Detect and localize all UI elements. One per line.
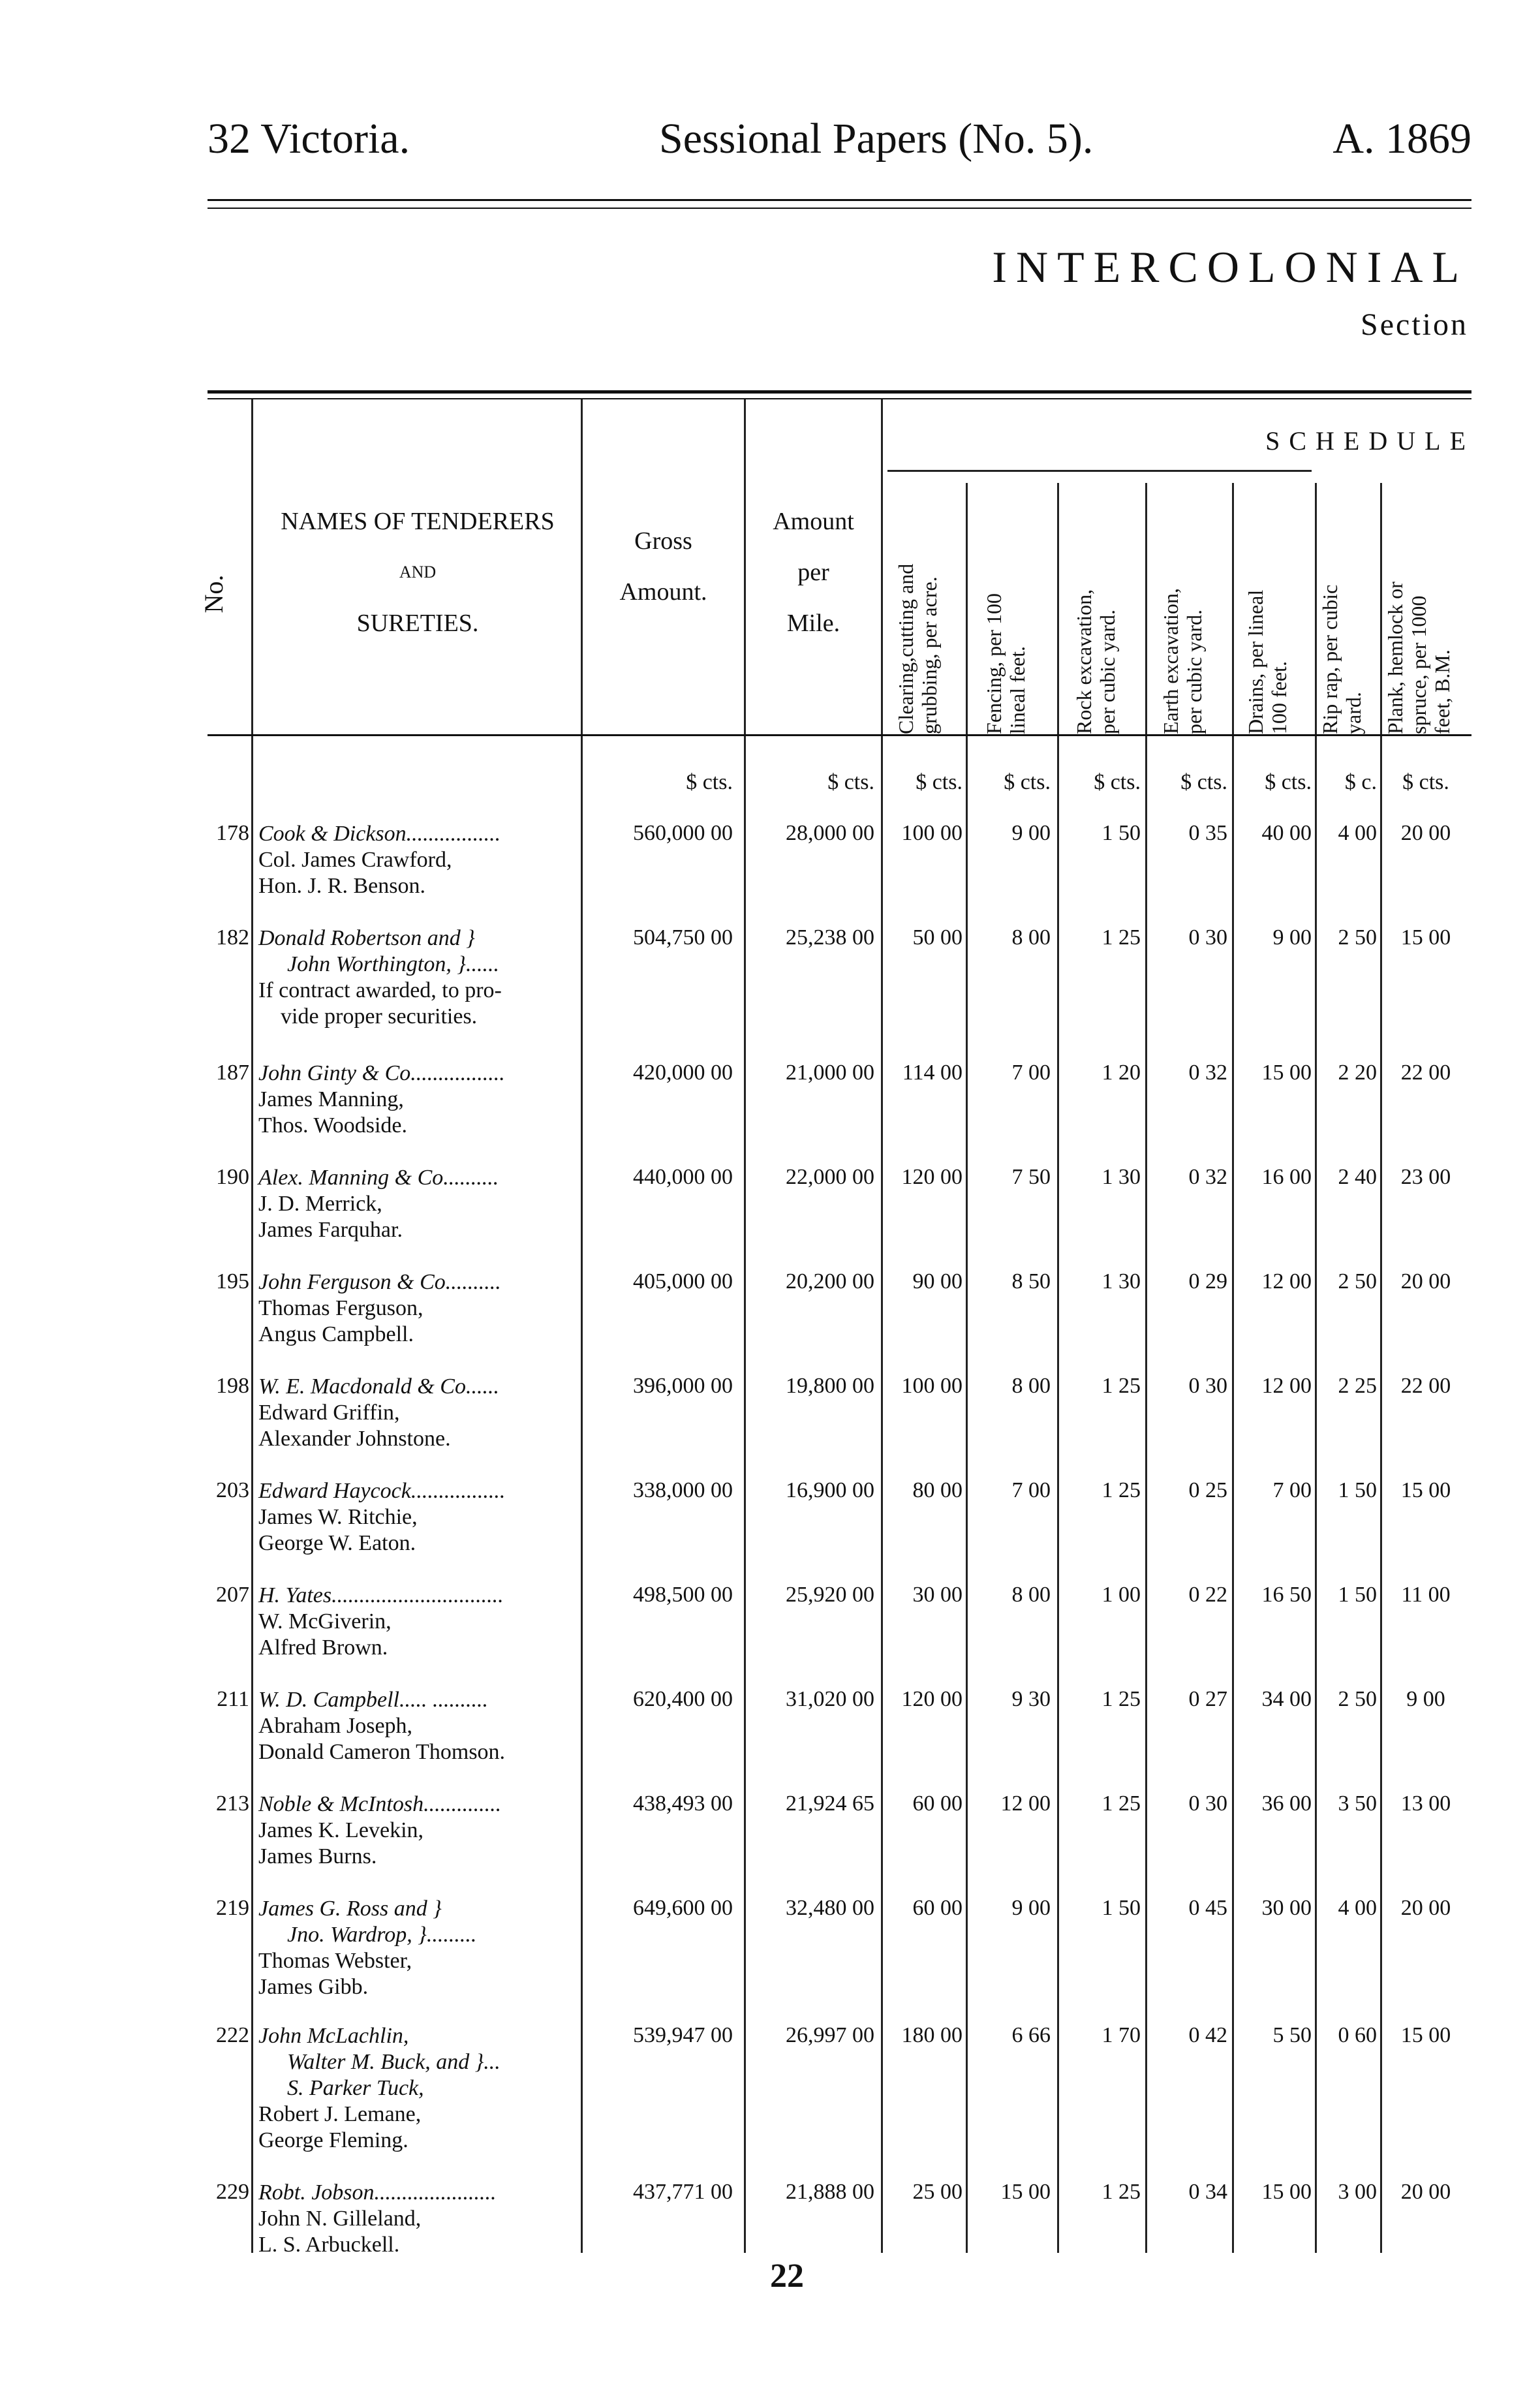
schedule-value: 3 50 — [1338, 1791, 1377, 1816]
row-number: 190 — [216, 1165, 249, 1189]
table-row — [0, 1165, 1540, 1269]
schedule-value: 15 00 — [1261, 1061, 1312, 1085]
col-header-fencing — [982, 473, 1041, 734]
table-row — [0, 1269, 1540, 1374]
table-row — [0, 2023, 1540, 2152]
row-number: 178 — [216, 821, 249, 845]
gross-amount: 438,493 00 — [633, 1791, 733, 1816]
row-number: 203 — [216, 1478, 249, 1502]
surety-name: Angus Campbell. — [258, 1322, 414, 1346]
schedule-value: 20 00 — [1400, 1896, 1451, 1920]
schedule-value: 16 00 — [1261, 1165, 1312, 1189]
table-row — [0, 1687, 1540, 1791]
surety-name: James W. Ritchie, — [258, 1505, 418, 1529]
schedule-value: 34 00 — [1261, 1687, 1312, 1711]
document-title: INTERCOLONIAL — [992, 242, 1468, 292]
page-number: 22 — [770, 2257, 804, 2295]
schedule-value: 1 50 — [1101, 821, 1141, 845]
col-header-gross-line2: Amount. — [619, 578, 707, 606]
schedule-value: 0 22 — [1188, 1583, 1227, 1607]
schedule-value: 20 00 — [1400, 1269, 1451, 1294]
col-header-gross — [583, 516, 744, 617]
surety-name: Col. James Crawford, — [258, 848, 452, 872]
schedule-value: 30 00 — [912, 1583, 962, 1607]
schedule-value: 22 00 — [1400, 1061, 1451, 1085]
col-header-drains-line1: Drains, per lineal — [1244, 589, 1267, 734]
col-header-earth-line2: per cubic yard. — [1182, 609, 1206, 734]
surety-name: J. D. Merrick, — [258, 1192, 382, 1216]
gross-amount: 405,000 00 — [633, 1269, 733, 1294]
row-number: 187 — [216, 1061, 249, 1085]
schedule-value: 12 00 — [1261, 1374, 1312, 1398]
header-right: A. 1869 — [1332, 115, 1471, 163]
schedule-value: 1 50 — [1101, 1896, 1141, 1920]
gross-amount: 498,500 00 — [633, 1583, 733, 1607]
schedule-value: 9 00 — [1011, 821, 1051, 845]
units-s4: $ cts. — [1180, 770, 1227, 794]
units-s3: $ cts. — [1094, 770, 1141, 794]
tenderer-name: Donald Robertson and } — [258, 926, 475, 950]
row-number: 229 — [216, 2180, 249, 2204]
row-number: 195 — [216, 1269, 249, 1294]
schedule-value: 9 00 — [1406, 1687, 1445, 1711]
schedule-value: 9 00 — [1011, 1896, 1051, 1920]
tenderer-name: John Ginty & Co................. — [258, 1061, 505, 1085]
surety-name: Hon. J. R. Benson. — [258, 874, 425, 898]
surety-name: Thomas Ferguson, — [258, 1296, 424, 1320]
surety-name: George W. Eaton. — [258, 1531, 416, 1555]
schedule-label: SCHEDULE — [1265, 426, 1475, 456]
schedule-value: 1 25 — [1101, 1791, 1141, 1816]
schedule-value: 36 00 — [1261, 1791, 1312, 1816]
col-header-clearing-line2: grubbing, per acre. — [917, 576, 941, 734]
schedule-value: 11 00 — [1401, 1583, 1451, 1607]
schedule-value: 0 45 — [1188, 1896, 1227, 1920]
schedule-value: 1 00 — [1101, 1583, 1141, 1607]
tenderer-name-cont: Jno. Wardrop, }......... — [287, 1923, 477, 1947]
schedule-value: 8 00 — [1011, 1374, 1051, 1398]
amount-per-mile: 20,200 00 — [786, 1269, 874, 1294]
gross-amount: 396,000 00 — [633, 1374, 733, 1398]
schedule-value: 16 50 — [1261, 1583, 1312, 1607]
schedule-value: 8 50 — [1011, 1269, 1051, 1294]
col-header-permile — [746, 496, 881, 649]
schedule-value: 7 50 — [1011, 1165, 1051, 1189]
schedule-value: 0 29 — [1188, 1269, 1227, 1294]
schedule-rule — [887, 470, 1312, 472]
schedule-value: 23 00 — [1400, 1165, 1451, 1189]
surety-name: Donald Cameron Thomson. — [258, 1740, 506, 1764]
table-row — [0, 1791, 1540, 1896]
schedule-value: 30 00 — [1261, 1896, 1312, 1920]
schedule-value: 114 00 — [902, 1061, 962, 1085]
col-header-earth-line1: Earth excavation, — [1159, 588, 1182, 734]
col-header-names-line1: NAMES OF TENDERERS — [281, 508, 555, 535]
row-number: 213 — [216, 1791, 249, 1816]
schedule-value: 15 00 — [1400, 2023, 1451, 2047]
schedule-value: 25 00 — [912, 2180, 962, 2204]
surety-name: Alfred Brown. — [258, 1635, 388, 1660]
amount-per-mile: 25,238 00 — [786, 925, 874, 950]
schedule-value: 1 25 — [1101, 2180, 1141, 2204]
amount-per-mile: 32,480 00 — [786, 1896, 874, 1920]
schedule-value: 1 30 — [1101, 1165, 1141, 1189]
col-header-names-line2: AND — [399, 563, 437, 581]
schedule-value: 8 00 — [1011, 925, 1051, 950]
schedule-value: 0 35 — [1188, 821, 1227, 845]
schedule-value: 50 00 — [912, 925, 962, 950]
schedule-value: 15 00 — [1400, 925, 1451, 950]
units-s7: $ cts. — [1402, 770, 1449, 794]
amount-per-mile: 28,000 00 — [786, 821, 874, 845]
col-header-riprap-line2: yard. — [1342, 692, 1365, 734]
units-s2: $ cts. — [1004, 770, 1051, 794]
col-header-clearing — [894, 473, 953, 734]
col-header-permile-line2: per — [797, 559, 829, 586]
col-header-drains — [1244, 473, 1302, 734]
col-header-names-line3: SURETIES. — [356, 610, 479, 637]
gross-amount: 338,000 00 — [633, 1478, 733, 1502]
amount-per-mile: 26,997 00 — [786, 2023, 874, 2047]
surety-name: Thos. Woodside. — [258, 1113, 408, 1138]
surety-name: W. McGiverin, — [258, 1609, 392, 1634]
tenderer-name: W. D. Campbell..... .......... — [258, 1688, 488, 1712]
schedule-value: 90 00 — [912, 1269, 962, 1294]
tenderer-name: Cook & Dickson................. — [258, 822, 501, 846]
schedule-value: 7 00 — [1272, 1478, 1312, 1502]
schedule-value: 120 00 — [901, 1687, 962, 1711]
schedule-value: 3 00 — [1338, 2180, 1377, 2204]
schedule-value: 100 00 — [901, 1374, 962, 1398]
gross-amount: 560,000 00 — [633, 821, 733, 845]
table-row — [0, 1061, 1540, 1165]
schedule-value: 4 00 — [1338, 1896, 1377, 1920]
amount-per-mile: 25,920 00 — [786, 1583, 874, 1607]
header-rule-1 — [208, 199, 1471, 201]
schedule-value: 12 00 — [1000, 1791, 1051, 1816]
schedule-value: 2 25 — [1338, 1374, 1377, 1398]
schedule-value: 1 30 — [1101, 1269, 1141, 1294]
schedule-value: 0 30 — [1188, 1791, 1227, 1816]
amount-per-mile: 31,020 00 — [786, 1687, 874, 1711]
table-top-rule — [208, 390, 1471, 394]
schedule-value: 2 20 — [1338, 1061, 1377, 1085]
amount-per-mile: 16,900 00 — [786, 1478, 874, 1502]
tenderer-name: Alex. Manning & Co.......... — [258, 1166, 499, 1190]
table-row — [0, 1896, 1540, 2000]
col-header-no: No. — [199, 574, 228, 613]
gross-amount: 420,000 00 — [633, 1061, 733, 1085]
gross-amount: 440,000 00 — [633, 1165, 733, 1189]
schedule-value: 1 25 — [1101, 1478, 1141, 1502]
tenderer-name: John McLachlin, — [258, 2024, 409, 2048]
table-top-rule-2 — [208, 398, 1471, 399]
surety-name: L. S. Arbuckell. — [258, 2233, 400, 2257]
schedule-value: 15 00 — [1000, 2180, 1051, 2204]
table-row — [0, 1478, 1540, 1583]
schedule-value: 2 50 — [1338, 1687, 1377, 1711]
schedule-value: 2 50 — [1338, 1269, 1377, 1294]
surety-name: vide proper securities. — [281, 1004, 478, 1029]
col-header-fencing-line1: Fencing, per 100 — [982, 593, 1006, 734]
schedule-value: 1 25 — [1101, 1687, 1141, 1711]
surety-name: Alexander Johnstone. — [258, 1427, 451, 1451]
amount-per-mile: 19,800 00 — [786, 1374, 874, 1398]
tenderer-name-cont: Walter M. Buck, and }... — [287, 2050, 501, 2074]
schedule-value: 20 00 — [1400, 2180, 1451, 2204]
surety-name: George Fleming. — [258, 2128, 408, 2152]
table-row — [0, 1374, 1540, 1478]
surety-name: James Manning, — [258, 1087, 404, 1111]
schedule-value: 0 25 — [1188, 1478, 1227, 1502]
col-header-names — [254, 496, 581, 649]
col-header-rock-line1: Rock excavation, — [1072, 589, 1096, 734]
surety-name: James Farquhar. — [258, 1218, 403, 1242]
table-row — [0, 925, 1540, 1030]
col-header-drains-line2: 100 feet. — [1267, 661, 1291, 734]
table-row — [0, 821, 1540, 925]
col-header-permile-line3: Mile. — [786, 610, 840, 637]
units-s6: $ c. — [1344, 770, 1377, 794]
col-header-earth — [1159, 473, 1218, 734]
schedule-value: 1 25 — [1101, 1374, 1141, 1398]
col-header-permile-line1: Amount — [773, 508, 854, 535]
schedule-value: 0 34 — [1188, 2180, 1227, 2204]
col-header-plank-line1: Plank, hemlock or — [1383, 581, 1407, 734]
tenderer-name: John Ferguson & Co.......... — [258, 1270, 501, 1294]
tenderer-name: W. E. Macdonald & Co...... — [258, 1374, 499, 1399]
col-header-gross-line1: Gross — [634, 527, 692, 555]
schedule-value: 12 00 — [1261, 1269, 1312, 1294]
schedule-value: 60 00 — [912, 1896, 962, 1920]
tenderer-name-cont: S. Parker Tuck, — [287, 2076, 424, 2100]
surety-name: James Burns. — [258, 1844, 377, 1868]
header-bottom-rule — [208, 734, 1471, 736]
surety-name: John N. Gilleland, — [258, 2207, 422, 2231]
header-center: Sessional Papers (No. 5). — [659, 115, 1094, 163]
schedule-value: 0 32 — [1188, 1061, 1227, 1085]
header-left: 32 Victoria. — [208, 115, 410, 163]
surety-name: Abraham Joseph, — [258, 1714, 413, 1738]
schedule-value: 4 00 — [1338, 821, 1377, 845]
schedule-value: 0 27 — [1188, 1687, 1227, 1711]
schedule-value: 15 00 — [1400, 1478, 1451, 1502]
schedule-value: 8 00 — [1011, 1583, 1051, 1607]
gross-amount: 649,600 00 — [633, 1896, 733, 1920]
table-row — [0, 1583, 1540, 1687]
section-label: Section — [1361, 307, 1468, 342]
schedule-value: 7 00 — [1011, 1061, 1051, 1085]
col-header-riprap-line1: Rip rap, per cubic — [1318, 584, 1342, 734]
units-s5: $ cts. — [1265, 770, 1312, 794]
schedule-value: 60 00 — [912, 1791, 962, 1816]
gross-amount: 539,947 00 — [633, 2023, 733, 2047]
tenderer-name-cont: John Worthington, }...... — [287, 952, 499, 976]
schedule-value: 5 50 — [1272, 2023, 1312, 2047]
gross-amount: 620,400 00 — [633, 1687, 733, 1711]
col-header-plank-line2: spruce, per 1000 — [1407, 595, 1430, 734]
schedule-value: 1 20 — [1101, 1061, 1141, 1085]
schedule-value: 2 50 — [1338, 925, 1377, 950]
col-header-rock-line2: per cubic yard. — [1096, 609, 1119, 734]
row-number: 182 — [216, 925, 249, 950]
surety-name: Edward Griffin, — [258, 1401, 400, 1425]
gross-amount: 437,771 00 — [633, 2180, 733, 2204]
schedule-value: 0 42 — [1188, 2023, 1227, 2047]
col-header-plank — [1383, 473, 1468, 734]
schedule-value: 7 00 — [1011, 1478, 1051, 1502]
schedule-value: 80 00 — [912, 1478, 962, 1502]
schedule-value: 1 50 — [1338, 1583, 1377, 1607]
surety-name: James K. Levekin, — [258, 1818, 424, 1842]
schedule-value: 0 60 — [1338, 2023, 1377, 2047]
surety-name: If contract awarded, to pro- — [258, 978, 502, 1002]
row-number: 211 — [217, 1687, 249, 1711]
amount-per-mile: 21,924 65 — [786, 1791, 874, 1816]
schedule-value: 120 00 — [901, 1165, 962, 1189]
units-gross: $ cts. — [686, 770, 733, 794]
schedule-value: 1 25 — [1101, 925, 1141, 950]
surety-name: James Gibb. — [258, 1975, 369, 1999]
schedule-value: 1 70 — [1101, 2023, 1141, 2047]
schedule-value: 1 50 — [1338, 1478, 1377, 1502]
schedule-value: 2 40 — [1338, 1165, 1377, 1189]
header-rule-2 — [208, 208, 1471, 209]
tenderer-name: Noble & McIntosh.............. — [258, 1792, 502, 1816]
row-number: 219 — [216, 1896, 249, 1920]
row-number: 198 — [216, 1374, 249, 1398]
schedule-value: 40 00 — [1261, 821, 1312, 845]
schedule-value: 9 00 — [1272, 925, 1312, 950]
gross-amount: 504,750 00 — [633, 925, 733, 950]
amount-per-mile: 22,000 00 — [786, 1165, 874, 1189]
schedule-value: 0 30 — [1188, 925, 1227, 950]
col-header-riprap — [1318, 473, 1377, 734]
col-header-plank-line3: feet, B.M. — [1430, 649, 1454, 734]
schedule-value: 0 32 — [1188, 1165, 1227, 1189]
schedule-value: 22 00 — [1400, 1374, 1451, 1398]
schedule-value: 0 30 — [1188, 1374, 1227, 1398]
units-s1: $ cts. — [916, 770, 962, 794]
col-header-fencing-line2: lineal feet. — [1006, 645, 1029, 734]
tenderer-name: Robt. Jobson...................... — [258, 2180, 497, 2205]
tenderer-name: Edward Haycock................. — [258, 1479, 506, 1503]
tenderer-name: H. Yates............................... — [258, 1583, 504, 1607]
schedule-value: 100 00 — [901, 821, 962, 845]
schedule-value: 9 30 — [1011, 1687, 1051, 1711]
schedule-value: 13 00 — [1400, 1791, 1451, 1816]
tenderer-name: James G. Ross and } — [258, 1897, 442, 1921]
amount-per-mile: 21,000 00 — [786, 1061, 874, 1085]
schedule-value: 15 00 — [1261, 2180, 1312, 2204]
row-number: 207 — [216, 1583, 249, 1607]
col-header-clearing-line1: Clearing,cutting and — [894, 563, 917, 734]
units-permile: $ cts. — [827, 770, 874, 794]
schedule-value: 6 66 — [1011, 2023, 1051, 2047]
surety-name: Thomas Webster, — [258, 1949, 412, 1973]
surety-name: Robert J. Lemane, — [258, 2102, 422, 2126]
schedule-value: 180 00 — [901, 2023, 962, 2047]
schedule-value: 20 00 — [1400, 821, 1451, 845]
row-number: 222 — [216, 2023, 249, 2047]
amount-per-mile: 21,888 00 — [786, 2180, 874, 2204]
col-header-rock — [1072, 473, 1131, 734]
